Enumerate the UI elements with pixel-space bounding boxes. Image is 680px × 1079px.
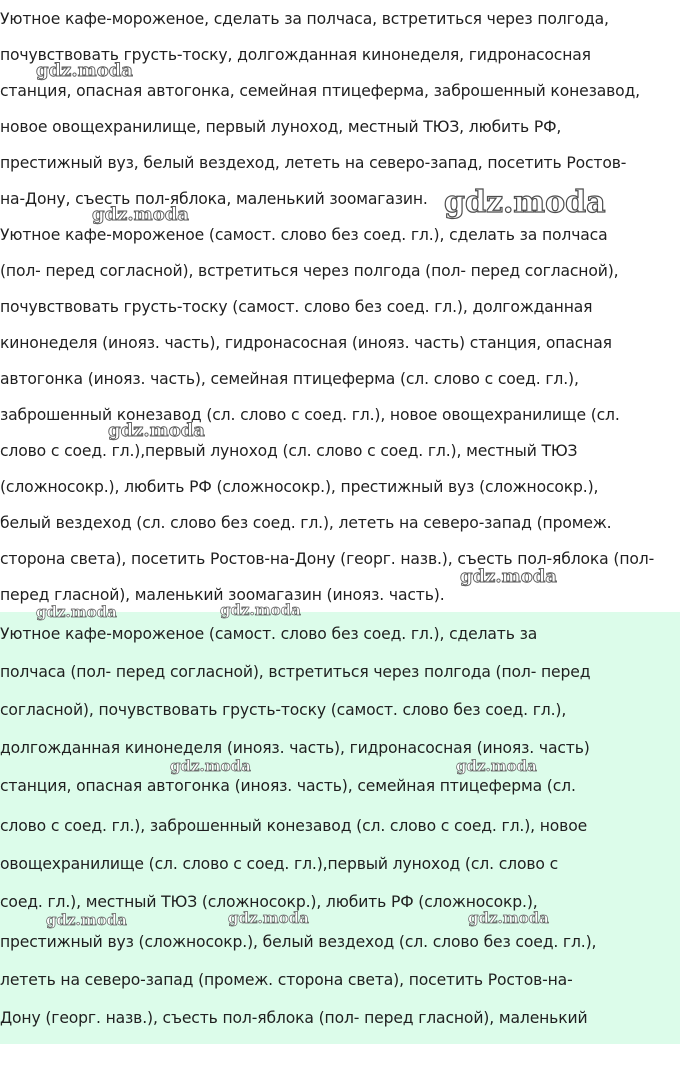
text-line: кинонеделя (инояз. часть), гидронасосная (инояз. часть) станция, опасная [0, 334, 612, 352]
text-line: заброшенный конезавод (сл. слово с соед. гл.), новое овощехранилище (сл. [0, 406, 620, 424]
text-line: станция, опасная автогонка, семейная птицеферма, заброшенный конезавод, [0, 82, 640, 100]
watermark: gdz.moda [456, 757, 537, 775]
text-line: Дону (георг. назв.), съесть пол-яблока (пол- перед гласной), маленький [0, 1009, 588, 1027]
text-line: станция, опасная автогонка (инояз. часть), семейная птицеферма (сл. [0, 777, 576, 795]
watermark: gdz.moda [36, 603, 117, 621]
text-line: сторона света), посетить Ростов-на-Дону (георг. назв.), съесть пол-яблока (пол- [0, 550, 655, 568]
text-line: лететь на северо-запад (промеж. сторона света), посетить Ростов-на- [0, 971, 573, 989]
watermark: gdz.moda [36, 60, 133, 81]
watermark: gdz.moda [444, 185, 606, 220]
text-line: престижный вуз, белый вездеход, лететь на северо-запад, посетить Ростов- [0, 154, 627, 172]
text-line: долгожданная кинонеделя (инояз. часть), гидронасосная (инояз. часть) [0, 739, 590, 757]
text-line: (пол- перед согласной), встретиться через полгода (пол- перед согласной), [0, 262, 619, 280]
text-line: слово с соед. гл.), заброшенный конезавод (сл. слово с соед. гл.), новое [0, 817, 588, 835]
text-line: перед гласной), маленький зоомагазин (инояз. часть). [0, 586, 445, 604]
watermark: gdz.moda [468, 909, 549, 927]
text-line: престижный вуз (сложносокр.), белый вездеход (сл. слово без соед. гл.), [0, 933, 597, 951]
watermark: gdz.moda [108, 420, 205, 441]
watermark: gdz.moda [46, 911, 127, 929]
watermark: gdz.moda [460, 566, 557, 587]
text-line: соед. гл.), местный ТЮЗ (сложносокр.), любить РФ (сложносокр.), [0, 893, 538, 911]
watermark: gdz.moda [228, 909, 309, 927]
watermark: gdz.moda [170, 757, 251, 775]
watermark: gdz.moda [220, 601, 301, 619]
text-line: Уютное кафе-мороженое, сделать за полчаса, встретиться через полгода, [0, 10, 609, 28]
text-line: овощехранилище (сл. слово с соед. гл.),первый луноход (сл. слово с [0, 855, 559, 873]
text-line: автогонка (инояз. часть), семейная птицеферма (сл. слово с соед. гл.), [0, 370, 579, 388]
text-line: Уютное кафе-мороженое (самост. слово без соед. гл.), сделать за полчаса [0, 226, 608, 244]
text-line: почувствовать грусть-тоску (самост. слово без соед. гл.), долгожданная [0, 298, 593, 316]
text-line: (сложносокр.), любить РФ (сложносокр.), престижный вуз (сложносокр.), [0, 478, 599, 496]
text-line: слово с соед. гл.),первый луноход (сл. слово с соед. гл.), местный ТЮЗ [0, 442, 578, 460]
text-line: полчаса (пол- перед согласной), встретиться через полгода (пол- перед [0, 663, 591, 681]
text-line: согласной), почувствовать грусть-тоску (самост. слово без соед. гл.), [0, 701, 567, 719]
text-line: Уютное кафе-мороженое (самост. слово без соед. гл.), сделать за [0, 625, 538, 643]
text-line: на-Дону, съесть пол-яблока, маленький зоомагазин. [0, 190, 428, 208]
text-line: новое овощехранилище, первый луноход, местный ТЮЗ, любить РФ, [0, 118, 562, 136]
watermark: gdz.moda [92, 204, 189, 225]
text-line: почувствовать грусть-тоску, долгожданная кинонеделя, гидронасосная [0, 46, 591, 64]
text-line: белый вездеход (сл. слово без соед. гл.), лететь на северо-запад (промеж. [0, 514, 612, 532]
